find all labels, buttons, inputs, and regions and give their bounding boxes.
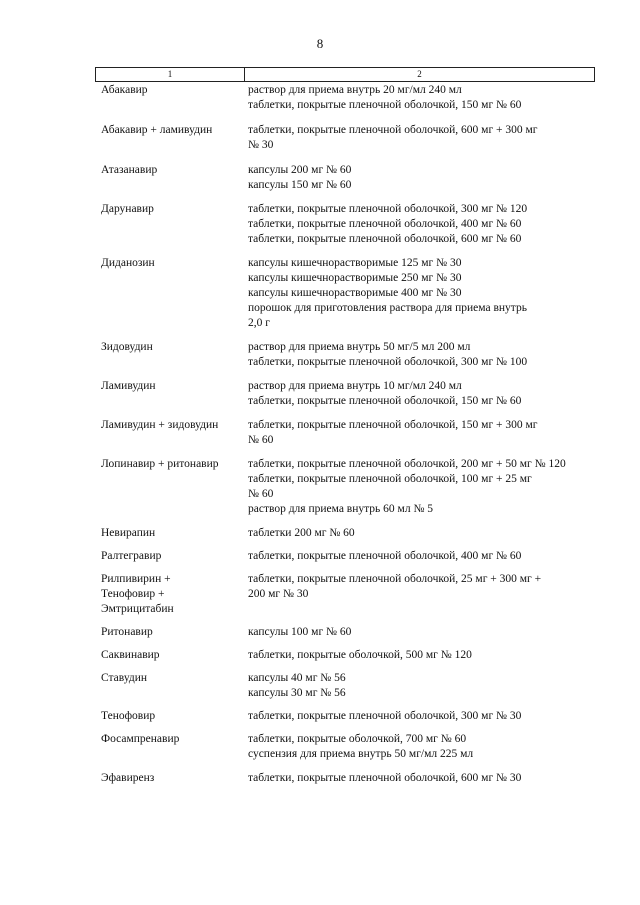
dosage-form-line: таблетки, покрытые пленочной оболочкой, 200 мг + 50 мг № 120 [248, 458, 566, 470]
dosage-form-line: таблетки, покрытые пленочной оболочкой, 150 мг № 60 [248, 99, 522, 111]
dosage-form-cell [243, 549, 595, 564]
drug-name-cell [95, 671, 243, 701]
table-row [95, 572, 595, 617]
table-row [95, 771, 595, 786]
drug-name-line: Невирапин [101, 527, 156, 539]
table-row [95, 379, 595, 409]
column-header-1: 1 [96, 68, 245, 81]
dosage-form-cell [243, 732, 595, 762]
dosage-form-cell [243, 526, 595, 541]
dosage-form-line: таблетки, покрытые пленочной оболочкой, 400 мг № 60 [248, 218, 522, 230]
drug-name-cell [95, 549, 243, 564]
dosage-form-line: № 30 [248, 139, 274, 151]
drug-name-line: Ритонавир [101, 626, 153, 638]
table-row [95, 625, 595, 640]
table-row [95, 340, 595, 370]
dosage-form-line: таблетки, покрытые пленочной оболочкой, 600 мг + 300 мг [248, 124, 538, 136]
dosage-form-line: № 60 [248, 434, 274, 446]
drug-name-cell [95, 163, 243, 193]
drug-name-line: Атазанавир [101, 164, 158, 176]
dosage-form-line: капсулы 30 мг № 56 [248, 687, 346, 699]
drug-name-cell [95, 709, 243, 724]
table-row [95, 163, 595, 193]
drug-name-line: Саквинавир [101, 649, 160, 661]
drug-name-line: Ламивудин + зидовудин [101, 419, 219, 431]
dosage-form-line: капсулы 40 мг № 56 [248, 672, 346, 684]
drug-name-line: Рилпивирин + [101, 573, 171, 585]
drug-name-cell [95, 457, 243, 517]
dosage-form-line: таблетки, покрытые пленочной оболочкой, 400 мг № 60 [248, 550, 522, 562]
dosage-form-cell [243, 379, 595, 409]
dosage-form-line: порошок для приготовления раствора для приема внутрь [248, 302, 527, 314]
table-body [95, 83, 595, 786]
table-row [95, 671, 595, 701]
table-row [95, 648, 595, 663]
drug-name-cell [95, 771, 243, 786]
table-row [95, 83, 595, 113]
dosage-form-line: раствор для приема внутрь 60 мл № 5 [248, 503, 434, 515]
dosage-form-line: капсулы 200 мг № 60 [248, 164, 352, 176]
dosage-form-cell [243, 572, 595, 617]
dosage-form-line: суспензия для приема внутрь 50 мг/мл 225 мл [248, 748, 474, 760]
drug-table [95, 67, 595, 786]
drug-name-cell [95, 648, 243, 663]
dosage-form-cell [243, 457, 595, 517]
dosage-form-cell [243, 256, 595, 331]
drug-name-line: Эфавиренз [101, 772, 155, 784]
table-row [95, 526, 595, 541]
drug-name-cell [95, 526, 243, 541]
drug-name-cell [95, 256, 243, 331]
page-number: 8 [316, 36, 324, 51]
table-row [95, 202, 595, 247]
table-row [95, 123, 595, 153]
drug-name-cell [95, 572, 243, 617]
table-row [95, 418, 595, 448]
drug-name-cell [95, 625, 243, 640]
table-row [95, 457, 595, 517]
table-row [95, 709, 595, 724]
dosage-form-line: таблетки, покрытые пленочной оболочкой, 600 мг № 30 [248, 772, 522, 784]
dosage-form-cell [243, 340, 595, 370]
drug-name-line: Фосампренавир [101, 733, 180, 745]
dosage-form-line: раствор для приема внутрь 10 мг/мл 240 мл [248, 380, 462, 392]
dosage-form-line: таблетки, покрытые пленочной оболочкой, 300 мг № 120 [248, 203, 528, 215]
dosage-form-cell [243, 671, 595, 701]
dosage-form-line: таблетки, покрытые оболочкой, 500 мг № 120 [248, 649, 472, 661]
drug-name-cell [95, 83, 243, 113]
dosage-form-line: раствор для приема внутрь 20 мг/мл 240 мл [248, 84, 462, 96]
dosage-form-line: 2,0 г [248, 317, 270, 329]
drug-name-line: Ставудин [101, 672, 148, 684]
drug-name-cell [95, 379, 243, 409]
table-row [95, 732, 595, 762]
drug-name-line: Тенофовир + [101, 588, 165, 600]
table-row [95, 549, 595, 564]
dosage-form-line: таблетки, покрытые пленочной оболочкой, 150 мг № 60 [248, 395, 522, 407]
drug-name-cell [95, 123, 243, 153]
dosage-form-line: таблетки, покрытые пленочной оболочкой, 300 мг № 100 [248, 356, 528, 368]
dosage-form-line: таблетки 200 мг № 60 [248, 527, 355, 539]
dosage-form-line: 200 мг № 30 [248, 588, 309, 600]
dosage-form-line: капсулы кишечнорастворимые 400 мг № 30 [248, 287, 462, 299]
dosage-form-line: таблетки, покрытые пленочной оболочкой, 150 мг + 300 мг [248, 419, 538, 431]
dosage-form-line: № 60 [248, 488, 274, 500]
drug-name-line: Тенофовир [101, 710, 156, 722]
dosage-form-line: таблетки, покрытые пленочной оболочкой, 100 мг + 25 мг [248, 473, 532, 485]
table-row [95, 256, 595, 331]
dosage-form-cell [243, 625, 595, 640]
drug-name-line: Абакавир + ламивудин [101, 124, 213, 136]
drug-name-line: Лопинавир + ритонавир [101, 458, 219, 470]
drug-name-line: Абакавир [101, 84, 148, 96]
dosage-form-cell [243, 83, 595, 113]
drug-name-cell [95, 418, 243, 448]
dosage-form-line: раствор для приема внутрь 50 мг/5 мл 200 мл [248, 341, 471, 353]
dosage-form-cell [243, 709, 595, 724]
drug-name-cell [95, 340, 243, 370]
dosage-form-line: таблетки, покрытые пленочной оболочкой, 25 мг + 300 мг + [248, 573, 542, 585]
dosage-form-line: капсулы 150 мг № 60 [248, 179, 352, 191]
dosage-form-line: таблетки, покрытые пленочной оболочкой, 600 мг № 60 [248, 233, 522, 245]
dosage-form-line: капсулы кишечнорастворимые 125 мг № 30 [248, 257, 462, 269]
dosage-form-line: капсулы кишечнорастворимые 250 мг № 30 [248, 272, 462, 284]
column-header-2: 2 [417, 69, 422, 79]
dosage-form-cell [243, 418, 595, 448]
drug-name-line: Эмтрицитабин [101, 603, 174, 615]
dosage-form-cell [243, 123, 595, 153]
drug-name-line: Диданозин [101, 257, 155, 269]
dosage-form-cell [243, 648, 595, 663]
drug-name-line: Дарунавир [101, 203, 154, 215]
dosage-form-line: капсулы 100 мг № 60 [248, 626, 352, 638]
drug-name-line: Зидовудин [101, 341, 153, 353]
dosage-form-cell [243, 163, 595, 193]
drug-name-cell [95, 202, 243, 247]
dosage-form-cell [243, 771, 595, 786]
drug-name-line: Ламивудин [101, 380, 156, 392]
table-header-row [95, 67, 595, 82]
dosage-form-line: таблетки, покрытые оболочкой, 700 мг № 60 [248, 733, 467, 745]
drug-name-line: Ралтегравир [101, 550, 162, 562]
drug-name-cell [95, 732, 243, 762]
dosage-form-cell [243, 202, 595, 247]
dosage-form-line: таблетки, покрытые пленочной оболочкой, 300 мг № 30 [248, 710, 522, 722]
